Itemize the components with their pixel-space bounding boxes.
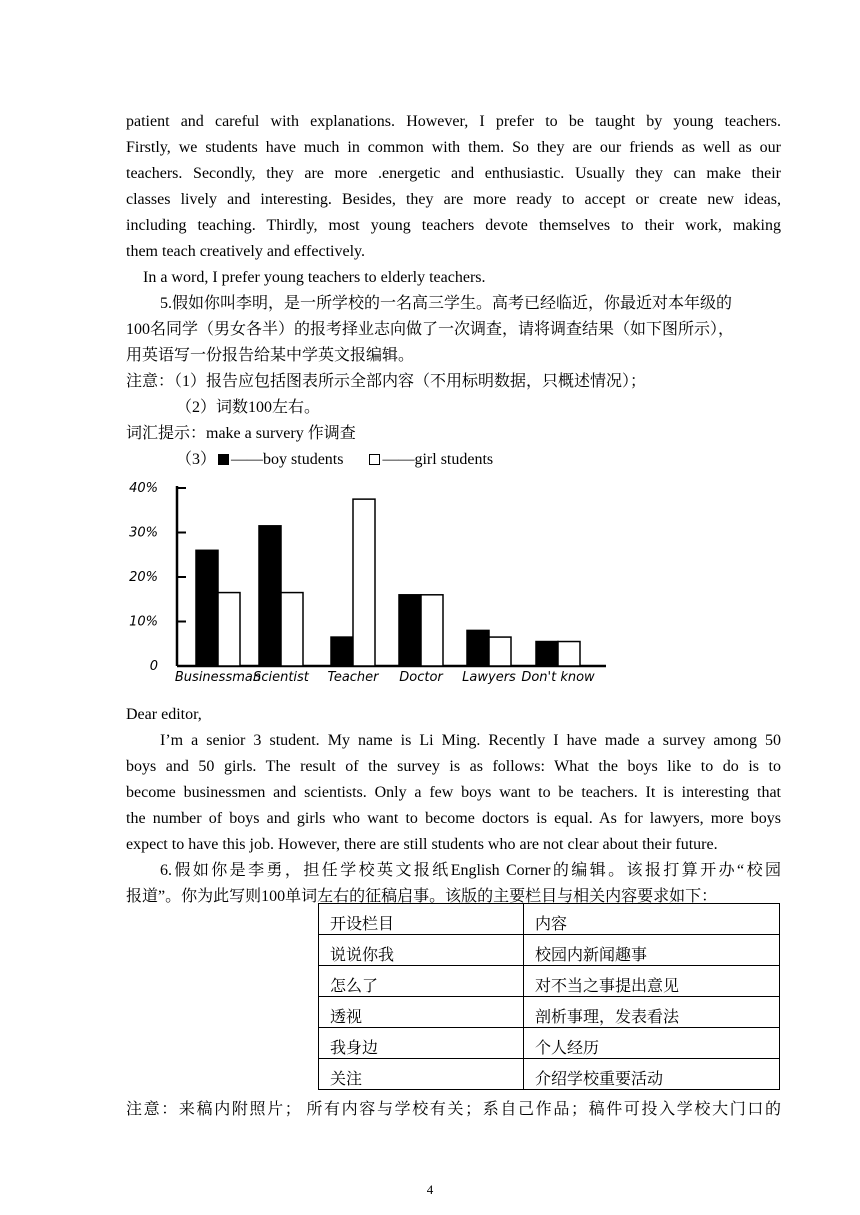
bar-boy <box>467 630 489 666</box>
y-tick-label: 10% <box>129 614 158 630</box>
bar-boy <box>196 550 218 666</box>
essay-line: including teaching. Thirdly, most young teachers devote themselves to their work, making <box>126 217 781 234</box>
table-row <box>319 1059 780 1090</box>
legend-boy-label: ——boy students <box>231 451 344 468</box>
legend-prefix: （3） <box>176 451 217 468</box>
category-label: Doctor <box>399 670 443 685</box>
legend <box>176 450 831 470</box>
column-name-cell: 开设栏目 <box>319 904 524 935</box>
bar-boy <box>536 642 558 666</box>
bar-girl <box>489 637 511 666</box>
salutation: Dear editor, <box>126 706 202 723</box>
essay-line: teachers. Secondly, they are more .energetic and enthusiastic. Usually they can make their <box>126 165 781 182</box>
column-name-cell: 怎么了 <box>319 966 524 997</box>
letter-line: I’m a senior 3 student. My name is Li Ming. Recently I have made a survey among 50 <box>160 732 781 749</box>
essay-line: them teach creatively and effectively. <box>126 243 365 260</box>
y-tick-label: 40% <box>129 481 158 496</box>
letter-line: become businessmen and scientists. Only a few boys want to be teachers. It is interesting that <box>126 784 781 801</box>
note-1: 注意：（1）报告应包括图表所示全部内容（不用标明数据，只概述情况）； <box>126 373 647 390</box>
letter-line: boys and 50 girls. The result of the survey is as follows: What the boys like to do is to <box>126 758 781 775</box>
question-6-line: 6.假如你是李勇，担任学校英文报纸English Corner的编辑。该报打算开办“校园 <box>160 862 781 879</box>
category-label: Scientist <box>253 670 309 685</box>
column-name-cell: 关注 <box>319 1059 524 1090</box>
legend-girl-label: ——girl students <box>382 451 494 468</box>
bar-boy <box>331 637 353 666</box>
column-name-cell: 说说你我 <box>319 935 524 966</box>
final-note: 注意：来稿内附照片； 所有内容与学校有关；系自己作品；稿件可投入学校大门口的 <box>126 1101 781 1118</box>
page-number: 4 <box>426 1182 434 1197</box>
category-label: Don't know <box>521 670 595 685</box>
y-tick-label: 20% <box>129 570 158 585</box>
category-label: Lawyers <box>462 670 516 685</box>
column-content-cell: 对不当之事提出意见 <box>524 966 780 997</box>
empty-square-icon <box>369 454 380 465</box>
column-content-cell: 内容 <box>524 904 780 935</box>
category-label: Teacher <box>327 670 379 685</box>
column-name-cell: 透视 <box>319 997 524 1028</box>
table-row <box>319 935 780 966</box>
table-row <box>319 1028 780 1059</box>
category-label: Businessman <box>174 670 262 685</box>
table-row <box>319 904 780 935</box>
question-5-line: 5.假如你叫李明，是一所学校的一名高三学生。高考已经临近，你最近对本年级的 <box>160 295 733 312</box>
bar-boy <box>259 526 281 666</box>
column-content-cell: 剖析事理，发表看法 <box>524 997 780 1028</box>
column-content-cell: 校园内新闻趣事 <box>524 935 780 966</box>
bar-girl <box>558 642 580 666</box>
bar-girl <box>421 595 443 666</box>
question-5-line: 100名同学（男女各半）的报考择业志向做了一次调查，请将调查结果（如下图所示）， <box>126 321 735 338</box>
essay-line: Firstly, we students have much in common with them. So they are our friends as well as our <box>126 139 781 156</box>
bar-boy <box>399 595 421 666</box>
column-name-cell: 我身边 <box>319 1028 524 1059</box>
bar-girl <box>353 499 375 666</box>
filled-square-icon <box>218 454 229 465</box>
table-row <box>319 966 780 997</box>
essay-line: classes lively and interesting. Besides, they are more ready to accept or create new ideas, <box>126 191 781 208</box>
bar-girl <box>218 593 240 666</box>
column-table <box>318 903 780 1090</box>
column-content-cell: 个人经历 <box>524 1028 780 1059</box>
column-content-cell: 介绍学校重要活动 <box>524 1059 780 1090</box>
table-row <box>319 997 780 1028</box>
y-tick-label: 30% <box>129 525 158 541</box>
career-survey-chart <box>126 478 626 690</box>
letter-line: expect to have this job. However, there are still students who are not clear about their future. <box>126 836 718 853</box>
note-2: （2）词数100左右。 <box>176 399 321 416</box>
question-5-line: 用英语写一份报告给某中学英文报编辑。 <box>126 347 415 364</box>
y-tick-label: 0 <box>149 659 158 674</box>
letter-line: the number of boys and girls who want to become doctors is equal. As for lawyers, more boys <box>126 810 781 827</box>
vocab-hint: 词汇提示：make a survery 作调查 <box>126 425 356 442</box>
bar-girl <box>281 593 303 666</box>
essay-conclusion: In a word, I prefer young teachers to elderly teachers. <box>143 269 486 286</box>
essay-line: patient and careful with explanations. However, I prefer to be taught by young teachers. <box>126 113 781 130</box>
question-6-line: 报道”。你为此写则100单词左右的征稿启事。该版的主要栏目与相关内容要求如下： <box>126 888 718 905</box>
